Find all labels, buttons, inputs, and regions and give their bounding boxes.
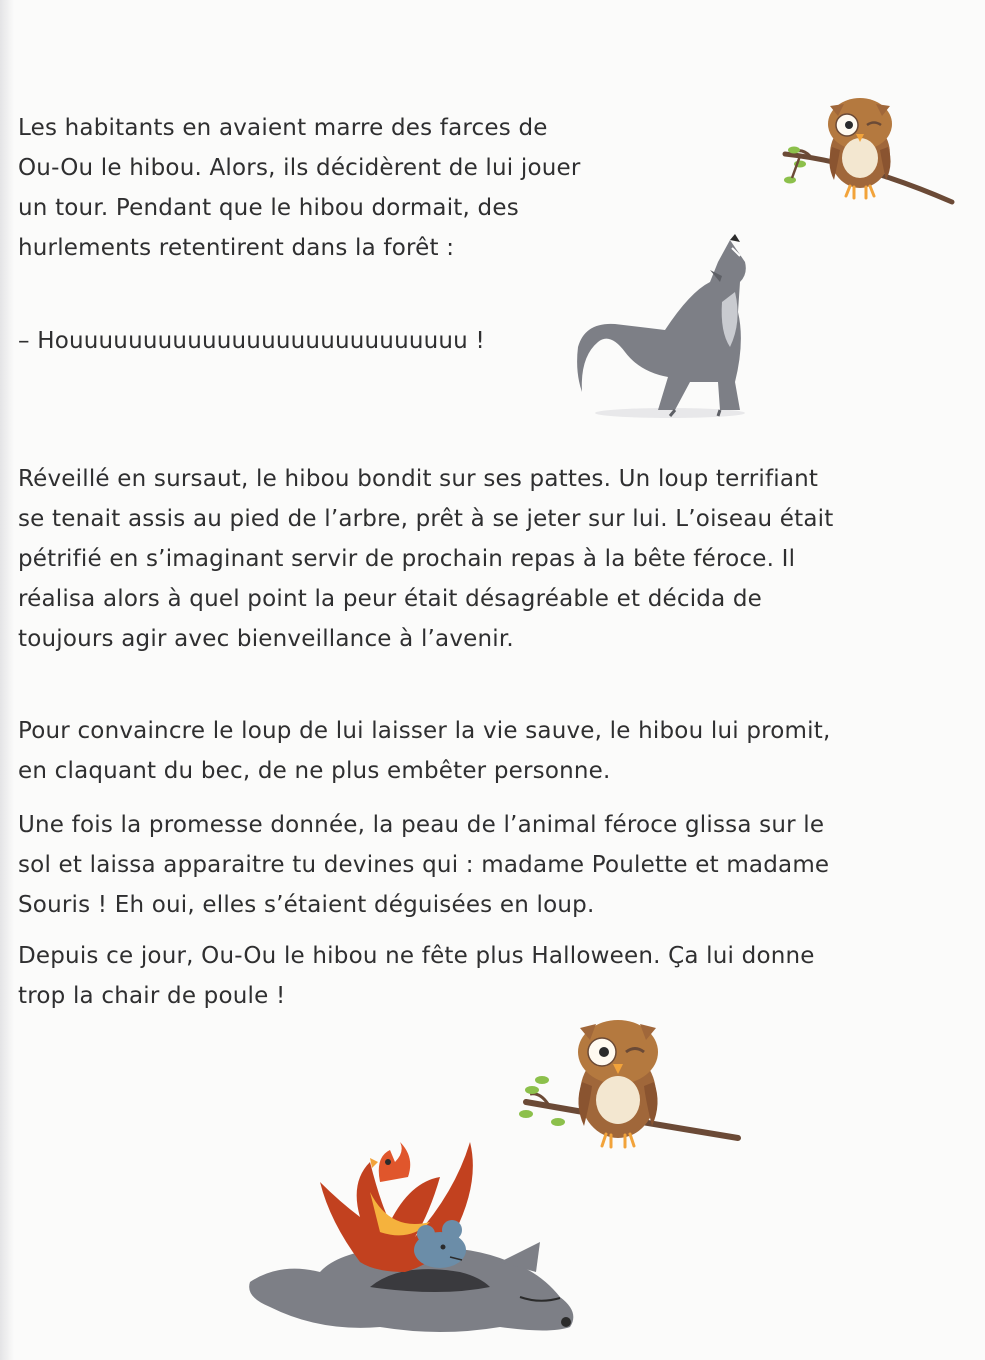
howl-line: – Houuuuuuuuuuuuuuuuuuuuuuuuuuu ! — [18, 328, 485, 354]
howling-wolf-illustration — [570, 232, 755, 420]
owl-on-branch-illustration — [780, 92, 955, 212]
page-binding-shadow — [0, 0, 14, 1360]
paragraph-2: Réveillé en sursaut, le hibou bondit sur ses pattes. Un loup terrifiant se tenait assis au pied de l’arbre, prêt à se jeter sur lui. L’oiseau était pétrifié en s’imaginant servir de prochain repas à la bête féroce. Il réalisa alors à quel point la peur était désagréable et décida de toujours agir avec bienveillance à l’avenir. — [18, 466, 834, 652]
paragraph-3: Pour convaincre le loup de lui laisser la vie sauve, le hibou lui promit, en claquant du bec, de ne plus embêter personne. — [18, 718, 831, 784]
paragraph-4: Une fois la promesse donnée, la peau de l’animal féroce glissa sur le sol et laissa apparaitre tu devines qui : madame Poulette et madame Souris ! Eh oui, elles s’étaient déguisées en loup. — [18, 812, 830, 918]
paragraph-5: Depuis ce jour, Ou-Ou le hibou ne fête plus Halloween. Ça lui donne trop la chair de poule ! — [18, 943, 815, 1009]
hen-mouse-wolf-skin-illustration — [240, 1122, 660, 1352]
paragraph-1: Les habitants en avaient marre des farces de Ou-Ou le hibou. Alors, ils décidèrent de lui jouer un tour. Pendant que le hibou dormait, des hurlements retentirent dans la forêt : — [18, 115, 581, 261]
